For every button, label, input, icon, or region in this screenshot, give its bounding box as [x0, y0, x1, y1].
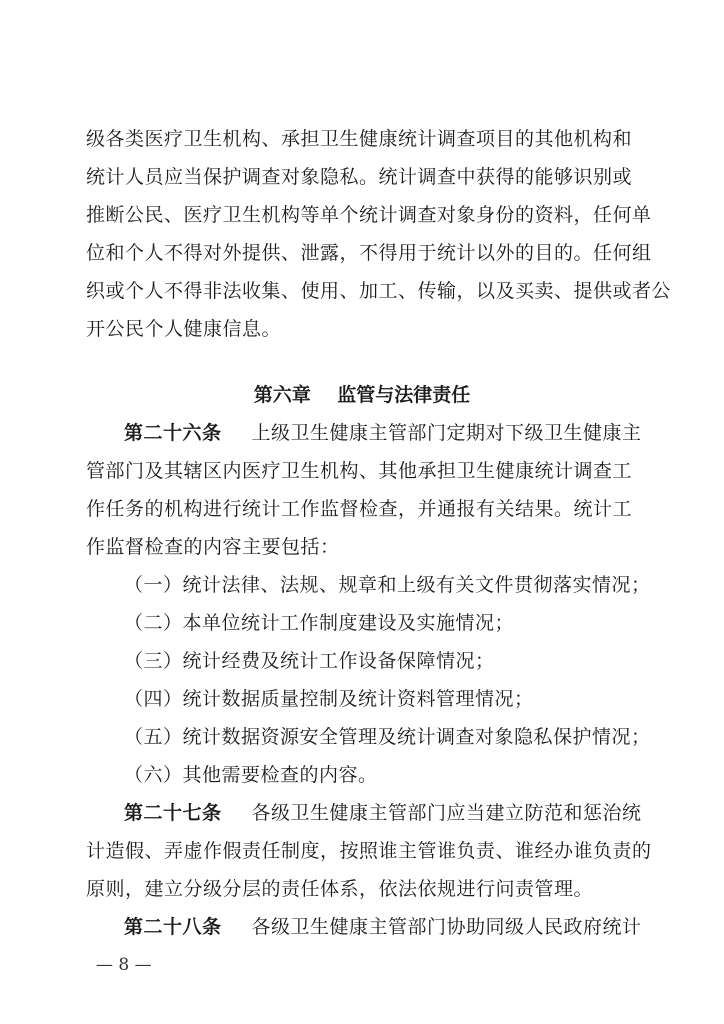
article-27-number: 第二十七条	[124, 802, 222, 824]
para1-line-1: 级各类医疗卫生机构、承担卫生健康统计调查项目的其他机构和	[86, 128, 633, 150]
article-26-first-line	[124, 421, 642, 445]
chapter-title: 第六章 监管与法律责任	[253, 384, 471, 406]
article-26-line-3: 作任务的机构进行统计工作监督检查，并通报有关结果。统计工	[86, 498, 633, 520]
list-item-4: （四）统计数据质量控制及统计资料管理情况；	[124, 688, 534, 710]
article-27-first-line	[124, 801, 642, 825]
list-item-3: （三）统计经费及统计工作设备保障情况；	[124, 650, 495, 672]
list-item-1: （一）统计法律、法规、规章和上级有关文件贯彻落实情况；	[124, 574, 651, 596]
article-26-number: 第二十六条	[124, 422, 222, 444]
para1-line-3: 推断公民、医疗卫生机构等单个统计调查对象身份的资料，任何单	[86, 204, 652, 226]
list-item-5: （五）统计数据资源安全管理及统计调查对象隐私保护情况；	[124, 726, 651, 748]
article-26-text: 上级卫生健康主管部门定期对下级卫生健康主	[251, 422, 642, 444]
article-28-number: 第二十八条	[124, 916, 222, 938]
page-number: — 8 —	[96, 955, 152, 975]
para1-line-6: 开公民个人健康信息。	[86, 318, 282, 340]
list-item-6: （六）其他需要检查的内容。	[124, 764, 378, 786]
article-28-text: 各级卫生健康主管部门协助同级人民政府统计	[251, 916, 642, 938]
article-26-line-4: 作监督检查的内容主要包括：	[86, 536, 340, 558]
article-27-line-3: 原则，建立分级分层的责任体系，依法依规进行问责管理。	[86, 878, 594, 900]
article-27-line-2: 计造假、弄虚作假责任制度，按照谁主管谁负责、谁经办谁负责的	[86, 840, 652, 862]
para1-line-2: 统计人员应当保护调查对象隐私。统计调查中获得的能够识别或	[86, 166, 633, 188]
article-27-text: 各级卫生健康主管部门应当建立防范和惩治统	[251, 802, 642, 824]
article-28-first-line	[124, 915, 642, 939]
para1-line-5: 织或个人不得非法收集、使用、加工、传输，以及买卖、提供或者公	[86, 280, 672, 302]
list-item-2: （二）本单位统计工作制度建设及实施情况；	[124, 612, 515, 634]
article-26-line-2: 管部门及其辖区内医疗卫生机构、其他承担卫生健康统计调查工	[86, 460, 633, 482]
para1-line-4: 位和个人不得对外提供、泄露，不得用于统计以外的目的。任何组	[86, 242, 652, 264]
